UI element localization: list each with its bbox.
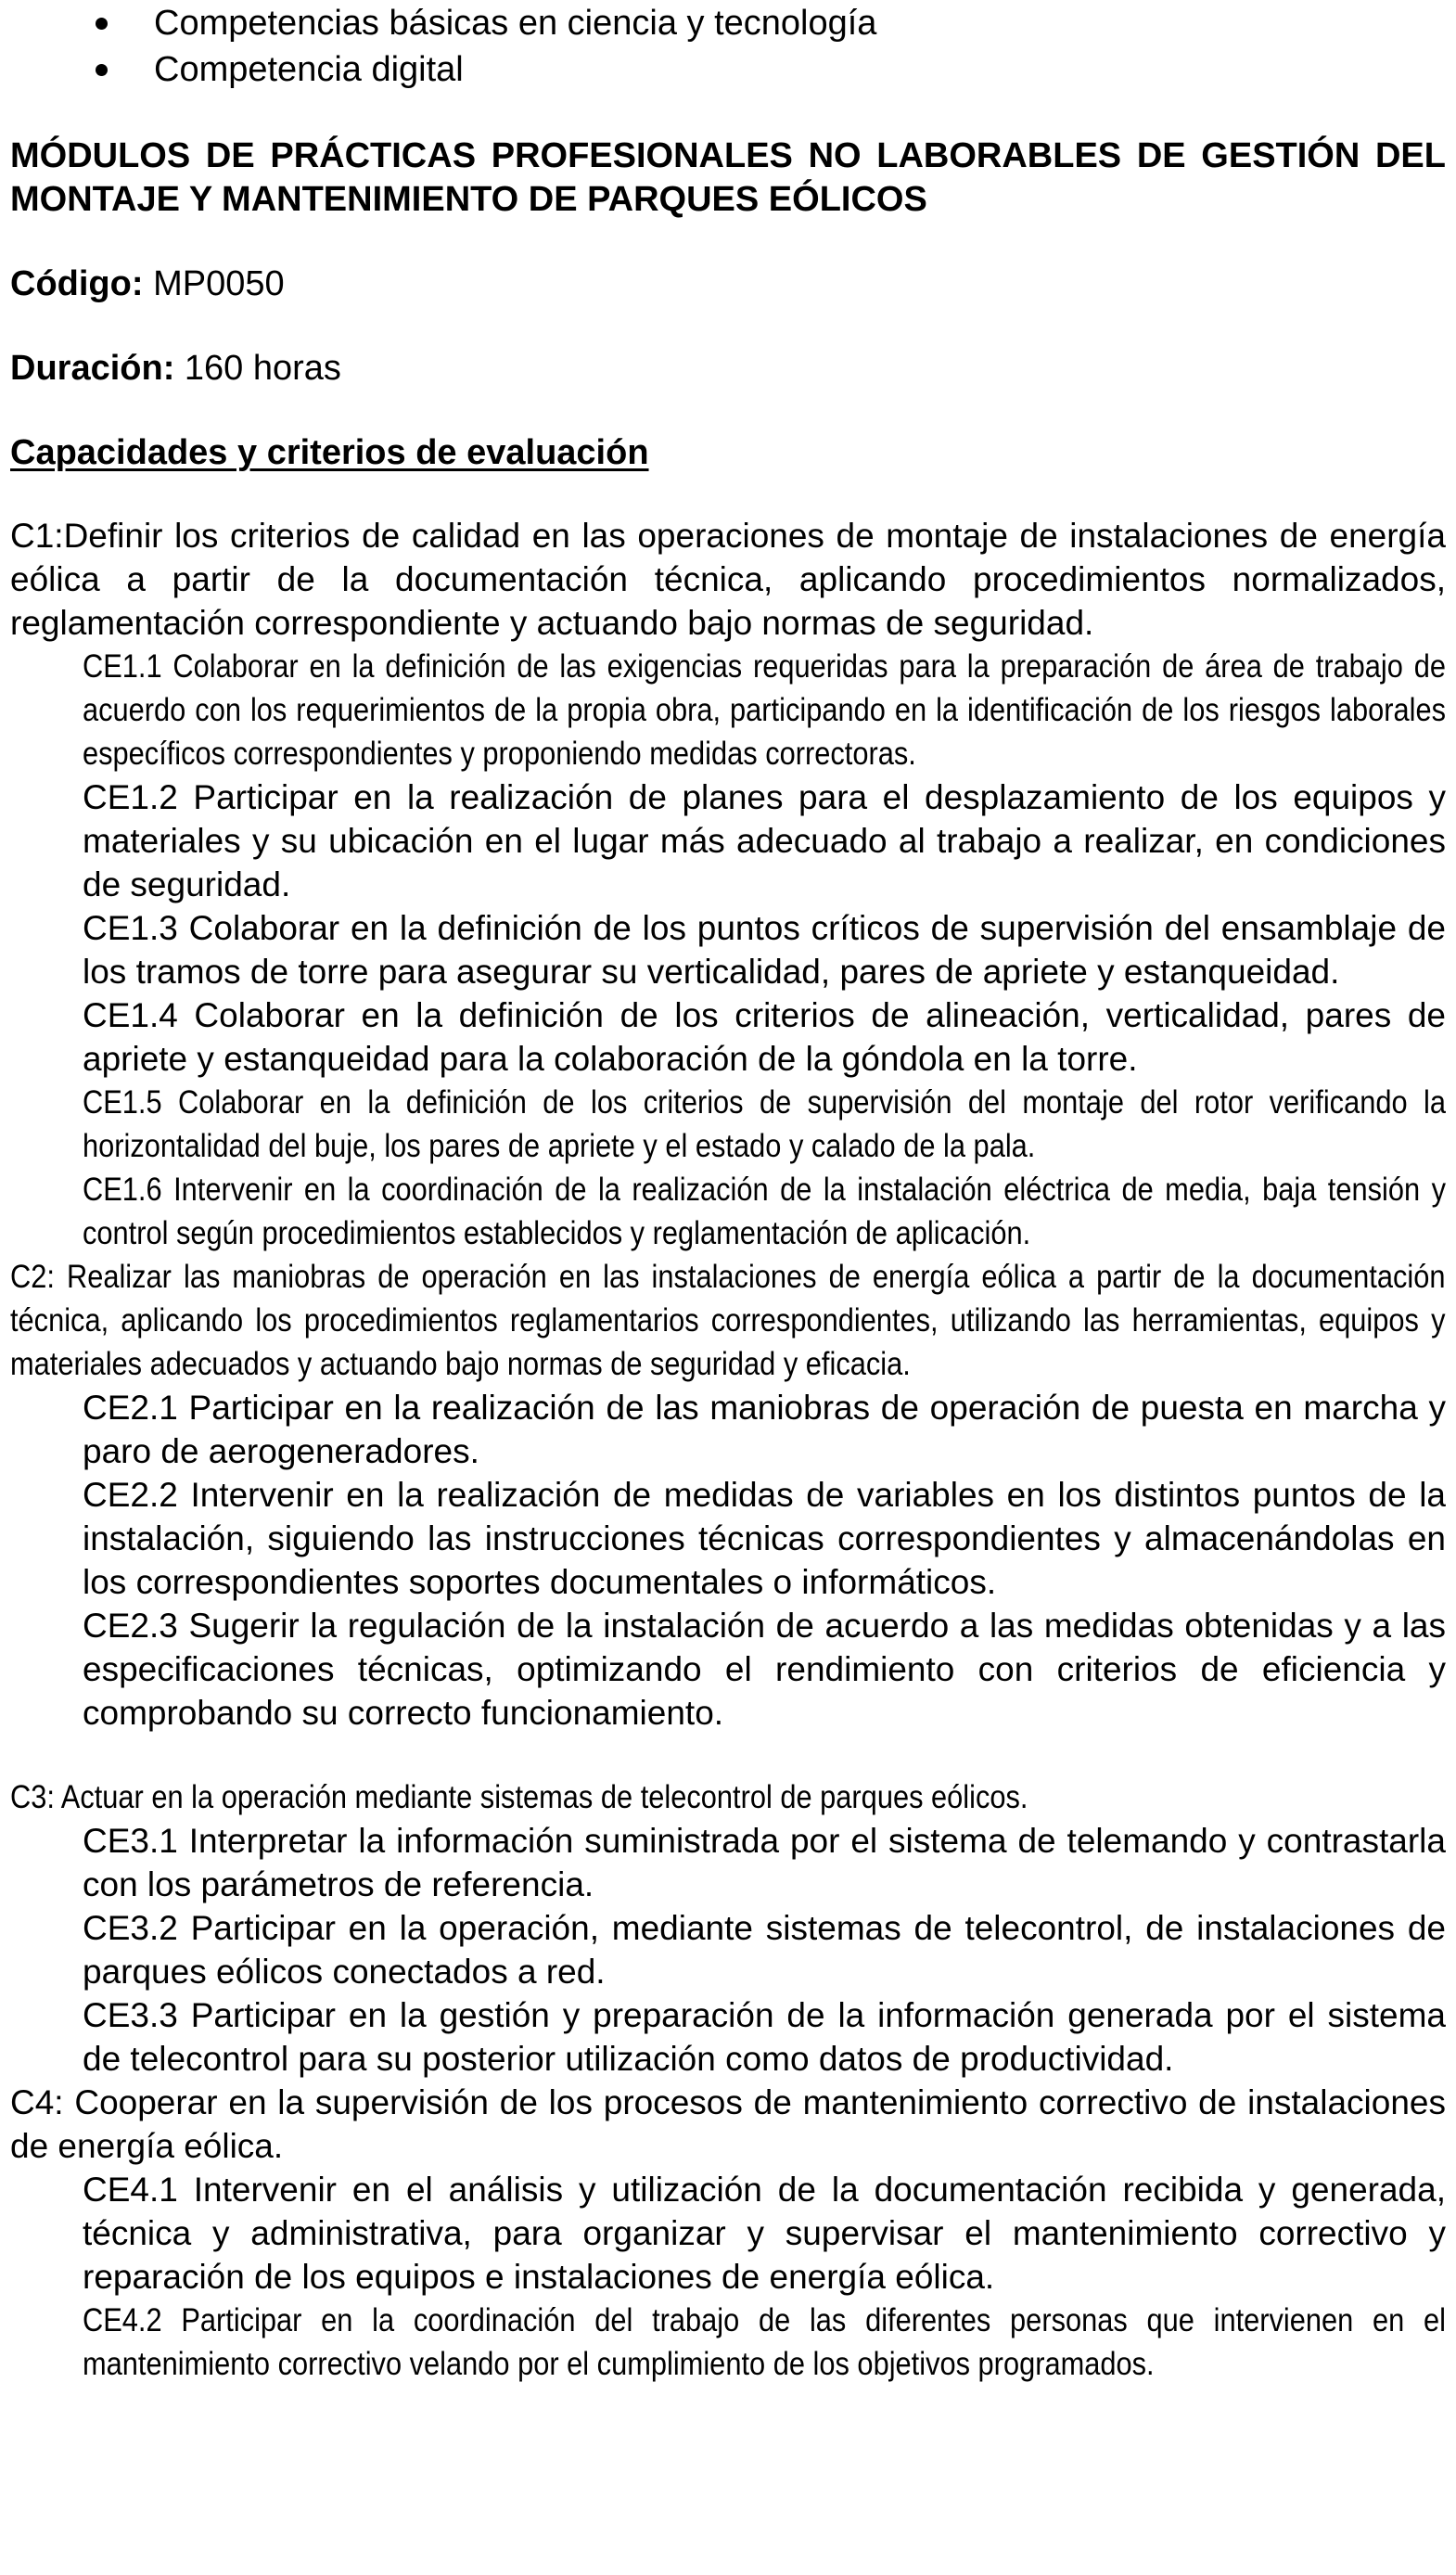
- duration-value: 160 horas: [174, 349, 341, 388]
- criterion-ce3-1: CE3.1 Interpretar la información suministrada por el sistema de telemando y contrastarla con los parámetros de referencia.: [83, 1822, 1446, 1903]
- bullet-icon: [96, 18, 108, 30]
- criterion-ce4-1: CE4.1 Intervenir en el análisis y utilización de la documentación recibida y generada, técnica y administrativa, para organizar y supervisar el mantenimiento correctivo y reparación de los equipos e instalaciones de energía eólica.: [83, 2171, 1446, 2296]
- criterion-ce1-2: CE1.2 Participar en la realización de planes para el desplazamiento de los equipos y materiales y su ubicación en el lugar más adecuado al trabajo a realizar, en condiciones de seguridad.: [83, 778, 1446, 903]
- criterion-ce1-5: CE1.5 Colaborar en la definición de los criterios de supervisión del montaje del rotor verificando la horizontalidad del buje, los pares de apriete y el estado y calado de la pala.: [83, 1084, 1446, 1164]
- criterion-ce2-1: CE2.1 Participar en la realización de las maniobras de operación de puesta en marcha y paro de aerogeneradores.: [83, 1389, 1446, 1470]
- capacity-c4: C4: Cooperar en la supervisión de los procesos de mantenimiento correctivo de instalaciones de energía eólica.: [10, 2083, 1446, 2165]
- criterion-ce1-3: CE1.3 Colaborar en la definición de los puntos críticos de supervisión del ensamblaje de los tramos de torre para asegurar su verticalidad, pares de apriete y estanqueidad.: [83, 909, 1446, 991]
- list-item: Competencia digital: [10, 46, 1446, 93]
- criterion-ce2-2: CE2.2 Intervenir en la realización de medidas de variables en los distintos puntos de la instalación, siguiendo las instrucciones técnicas correspondientes y almacenándolas en los correspondientes soportes documentales o informáticos.: [83, 1476, 1446, 1601]
- criterion-ce4-2: CE4.2 Participar en la coordinación del trabajo de las diferentes personas que intervienen en el mantenimiento correctivo velando por el cumplimiento de los objetivos programados.: [83, 2302, 1446, 2382]
- criterion-ce3-3: CE3.3 Participar en la gestión y preparación de la información generada por el sistema de telecontrol para su posterior utilización como datos de productividad.: [83, 1996, 1446, 2078]
- criterion-ce2-3: CE2.3 Sugerir la regulación de la instalación de acuerdo a las medidas obtenidas y a las especificaciones técnicas, optimizando el rendimiento con criterios de eficiencia y comprobando su correcto funcionamiento.: [83, 1607, 1446, 1732]
- criterion-ce3-2: CE3.2 Participar en la operación, mediante sistemas de telecontrol, de instalaciones de parques eólicos conectados a red.: [83, 1909, 1446, 1991]
- module-title: MÓDULOS DE PRÁCTICAS PROFESIONALES NO LABORABLES DE GESTIÓN DEL MONTAJE Y MANTENIMIENTO DE PARQUES EÓLICOS: [10, 136, 1446, 219]
- capacity-c3: C3: Actuar en la operación mediante sistemas de telecontrol de parques eólicos.: [10, 1779, 1028, 1815]
- section-heading: Capacidades y criterios de evaluación: [10, 433, 649, 472]
- list-item: Competencias básicas en ciencia y tecnología: [10, 0, 1446, 46]
- duration-label: Duración:: [10, 349, 175, 388]
- criterion-ce1-1: CE1.1 Colaborar en la definición de las exigencias requeridas para la preparación de área de trabajo de acuerdo con los requerimientos de la propia obra, participando en la identificación de los riesgos laborales específicos correspondientes y proponiendo medidas correctoras.: [83, 648, 1446, 772]
- capacity-c2: C2: Realizar las maniobras de operación en las instalaciones de energía eólica a partir de la documentación técnica, aplicando los procedimientos reglamentarios correspondientes, utilizando las herramientas, equipos y materiales adecuados y actuando bajo normas de seguridad y eficacia.: [10, 1259, 1446, 1382]
- code-label: Código:: [10, 264, 144, 303]
- code-value: MP0050: [143, 264, 285, 303]
- competency-list: [10, 0, 1446, 93]
- capacity-c1: C1:Definir los criterios de calidad en las operaciones de montaje de instalaciones de energía eólica a partir de la documentación técnica, aplicando procedimientos normalizados, reglamentación correspondiente y actuando bajo normas de seguridad.: [10, 517, 1446, 642]
- module-duration: [10, 347, 1446, 391]
- criterion-ce1-4: CE1.4 Colaborar en la definición de los criterios de alineación, verticalidad, pares de apriete y estanqueidad para la colaboración de la góndola en la torre.: [83, 996, 1446, 1078]
- module-code: [10, 263, 1446, 306]
- document-page: [10, 0, 1446, 2386]
- criterion-ce1-6: CE1.6 Intervenir en la coordinación de la realización de la instalación eléctrica de media, baja tensión y control según procedimientos establecidos y reglamentación de aplicación.: [83, 1172, 1446, 1251]
- bullet-icon: [96, 64, 108, 76]
